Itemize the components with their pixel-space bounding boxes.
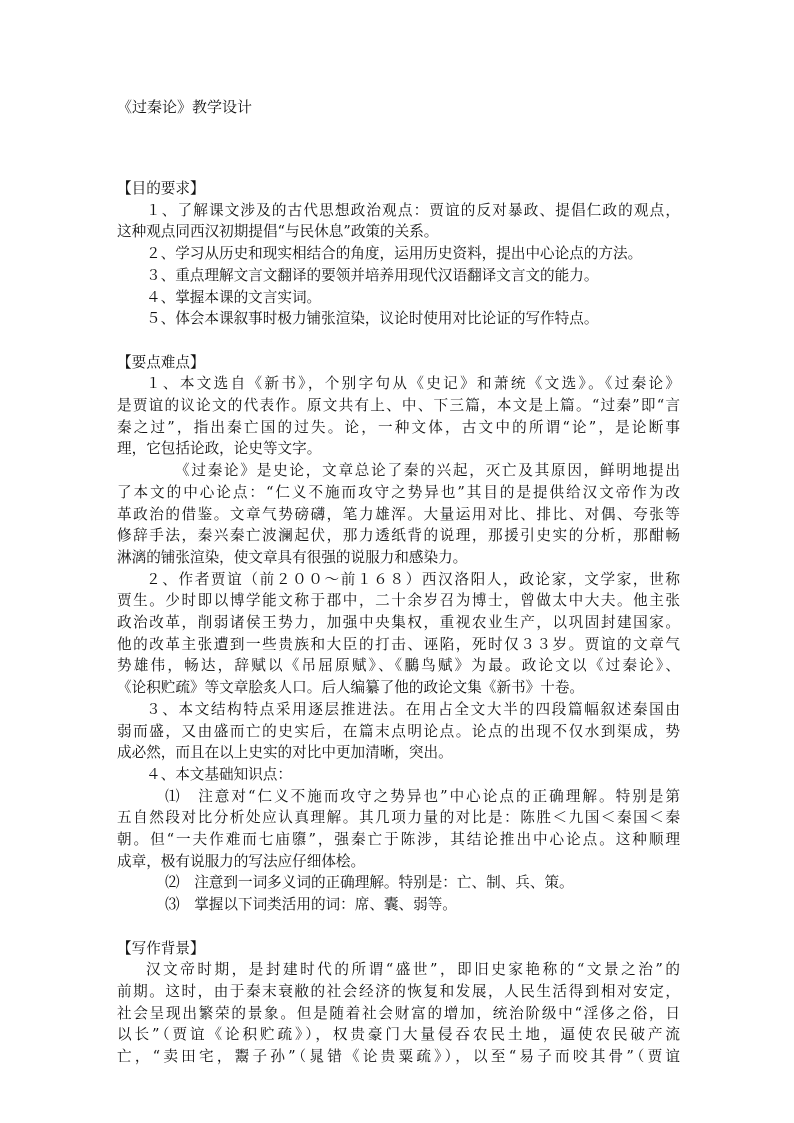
paragraph-line: ３、本文结构特点采用逐层推进法。在用占全文大半的四段篇幅叙述秦国由 (146, 700, 680, 718)
section-heading: 【目的要求】 (117, 180, 205, 197)
paragraph-line: 前期。这时，由于秦末衰敝的社会经济的恢复和发展，人民生活得到相对安定， (117, 982, 680, 1000)
paragraph-line: 成必然，而且在以上史实的对比中更加清晰，突出。 (117, 744, 453, 762)
paragraph-line: 修辞手法，秦兴秦亡波澜起伏，那力透纸背的说理，那援引史实的分析，那酣畅 (117, 527, 680, 545)
document-body (117, 178, 680, 1089)
paragraph-line: 理，它包括论政，论史等文字。 (117, 440, 322, 458)
paragraph-line: ３、重点理解文言文翻译的要领并培养用现代汉语翻译文言文的能力。 (146, 266, 599, 284)
paragraph-line: 是贾谊的议论文的代表作。原文共有上、中、下三篇，本文是上篇。“过秦”即“言 (117, 397, 680, 415)
paragraph-line: ２、学习从历史和现实相结合的角度，运用历史资料，提出中心论点的方法。 (146, 245, 643, 263)
paragraph-line: 他的改革主张遭到一些贵族和大臣的打击、诬陷，死时仅３３岁。贾谊的文章气 (117, 635, 680, 653)
paragraph-line: 势雄伟，畅达，辞赋以《吊屈原赋》、《鵩鸟赋》为最。政论文以《过秦论》、 (117, 657, 680, 675)
section (117, 352, 680, 916)
paragraph-line: １、了解课文涉及的古代思想政治观点：贾谊的反对暴政、提倡仁政的观点， (146, 201, 680, 219)
paragraph-line: ⑶ 掌握以下词类活用的词：席、囊、弱等。 (165, 896, 457, 914)
paragraph-line: 淋漓的铺张渲染，使文章具有很强的说服力和感染力。 (117, 548, 468, 566)
paragraph-line: ４、掌握本课的文言实词。 (146, 288, 322, 306)
paragraph-line: 贾生。少时即以博学能文称于郡中，二十余岁召为博士，曾做太中大夫。他主张 (117, 592, 680, 610)
paragraph-line: 汉文帝时期，是封建时代的所谓“盛世”，即旧史家艳称的“文景之治”的 (146, 961, 680, 979)
paragraph-line: 弱而盛，又由盛而亡的史实后，在篇末点明论点。论点的出现不仅水到渠成，势 (117, 722, 680, 740)
section (117, 938, 680, 1068)
paragraph-line: 政治改革，削弱诸侯王势力，加强中央集权，重视农业生产，以巩固封建国家。 (117, 614, 680, 632)
paragraph-line: 《论积贮疏》等文章脍炙人口。后人编纂了他的政论文集《新书》十卷。 (117, 679, 585, 697)
paragraph-line: ４、本文基础知识点： (146, 765, 292, 783)
paragraph-line: ⑴ 注意对“仁义不施而攻守之势异也”中心论点的正确理解。特别是第 (165, 787, 680, 805)
paragraph-line: 五自然段对比分析处应认真理解。其几项力量的对比是：陈胜＜九国＜秦国＜秦 (117, 809, 680, 827)
paragraph-line: 秦之过”，指出秦亡国的过失。论，一种文体，古文中的所谓“论”，是论断事 (117, 418, 680, 436)
paragraph-line: 以长”（贾谊《论积贮疏》），权贵豪门大量侵吞农民土地，逼使农民破产流 (117, 1026, 680, 1044)
document-title: 《过秦论》教学设计 (117, 98, 253, 116)
paragraph-line: 这种观点同西汉初期提倡“与民休息”政策的关系。 (117, 223, 439, 241)
paragraph-line: 朝。但“一夫作难而七庙隳”，强秦亡于陈涉，其结论推出中心论点。这种顺理 (117, 831, 680, 849)
section-heading: 【写作背景】 (117, 939, 205, 957)
paragraph-line: ５、体会本课叙事时极力铺张渲染，议论时使用对比论证的写作特点。 (146, 310, 599, 328)
paragraph-line: 革政治的借鉴。文章气势磅礴，笔力雄浑。大量运用对比、排比、对偶、夸张等 (117, 505, 680, 523)
paragraph-line: 亡，“卖田宅，鬻子孙”（晁错《论贵粟疏》），以至“易子而咬其骨”（贾谊 (117, 1048, 680, 1066)
paragraph-line: ２、作者贾谊（前２００～前１６８）西汉洛阳人，政论家，文学家，世称 (146, 570, 680, 588)
paragraph-line: 成章，极有说服力的写法应仔细体桧。 (117, 852, 366, 870)
paragraph-line: 《过秦论》是史论，文章总论了秦的兴起，灭亡及其原因，鲜明地提出 (175, 462, 680, 480)
paragraph-line: 了本文的中心论点：“仁义不施而攻守之势异也”其目的是提供给汉文帝作为改 (117, 483, 680, 501)
paragraph-line: １、本文选自《新书》，个别字句从《史记》和萧统《文选》。《过秦论》 (146, 375, 680, 393)
section-heading: 【要点难点】 (117, 353, 205, 371)
section (117, 178, 680, 330)
paragraph-line: ⑵ 注意到一词多义词的正确理解。特别是：亡、制、兵、策。 (165, 874, 574, 892)
paragraph-line: 社会呈现出繁荣的景象。但是随着社会财富的增加，统治阶级中“淫侈之俗，日 (117, 1004, 680, 1022)
